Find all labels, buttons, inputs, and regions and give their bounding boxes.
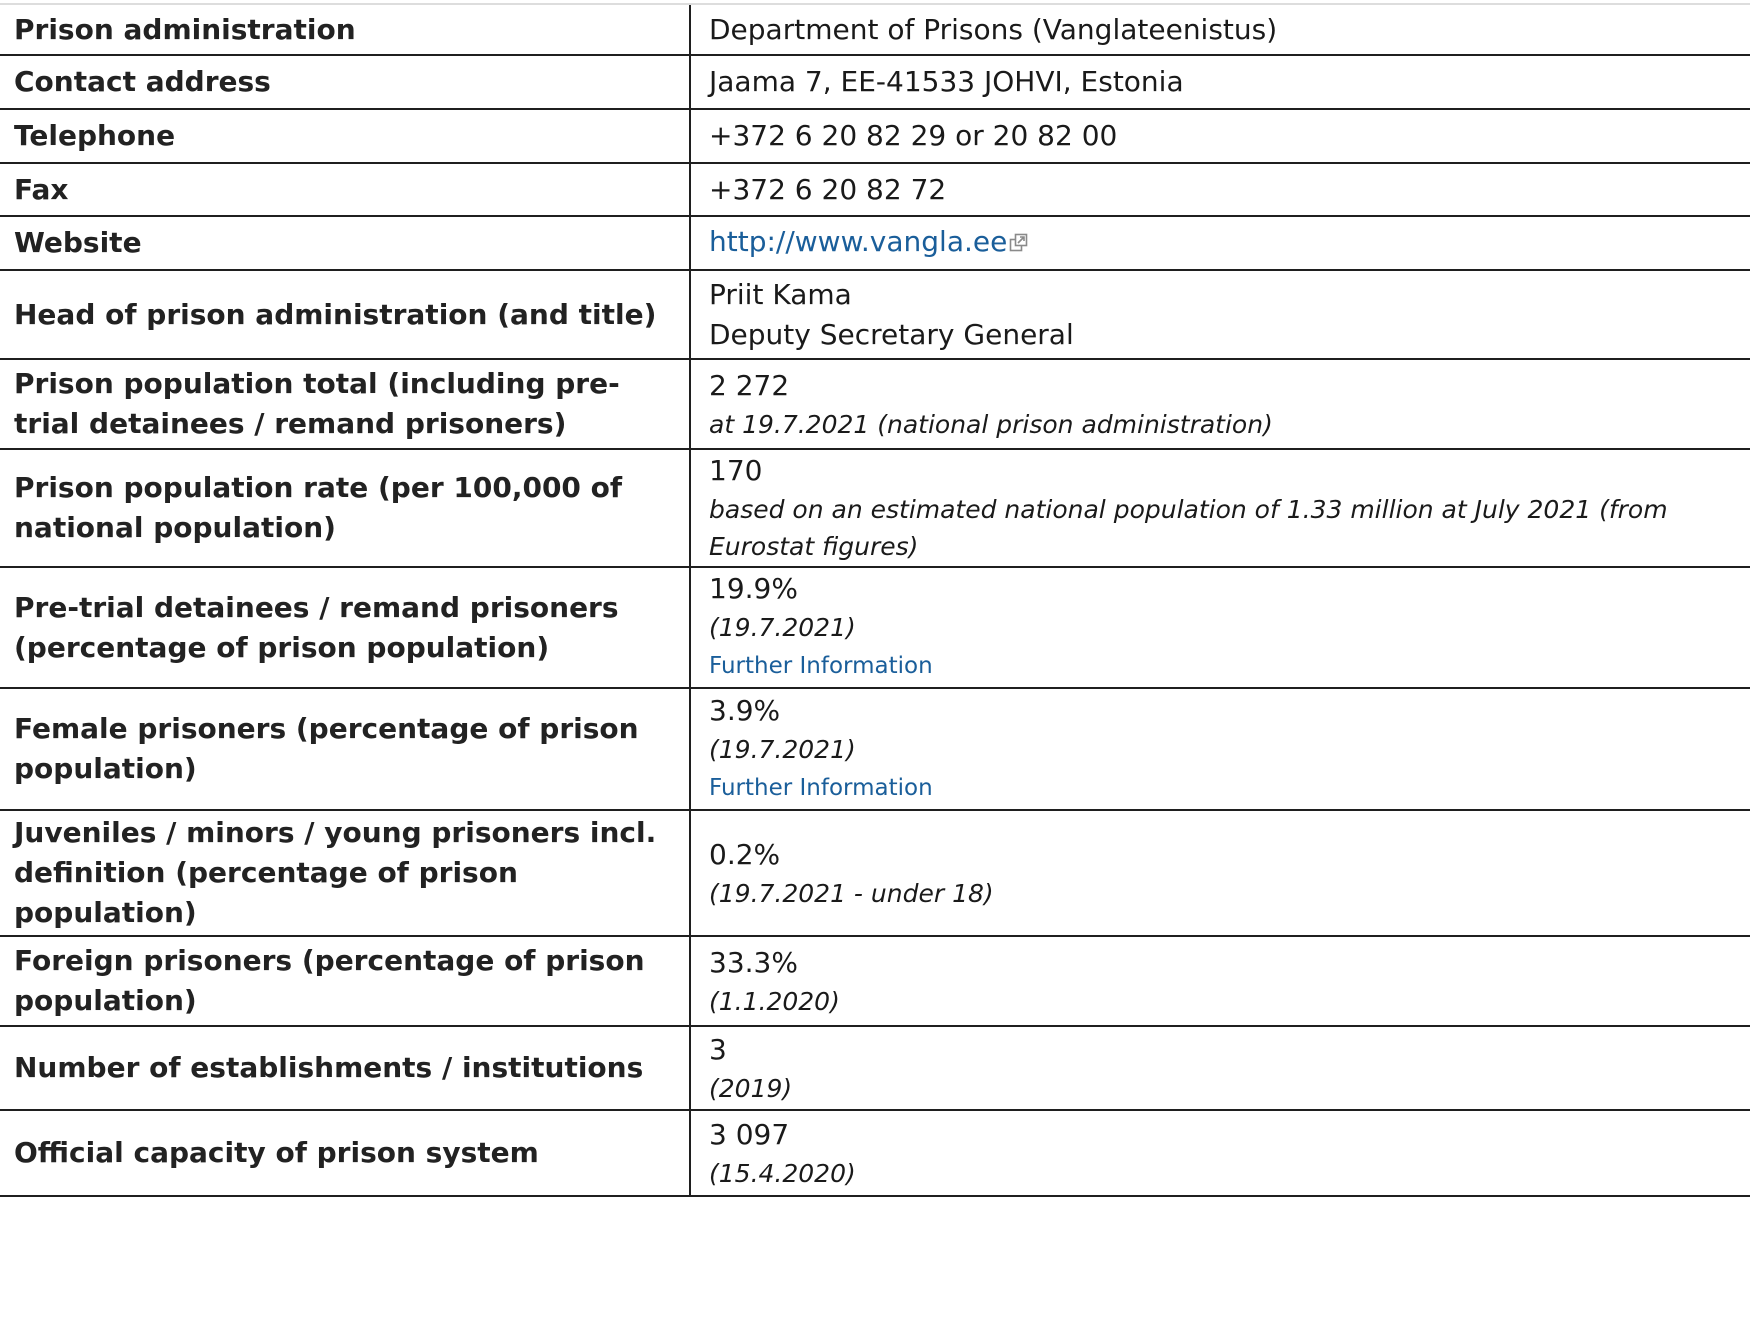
website-link[interactable]: http://www.vangla.ee [709, 225, 1008, 258]
value-note: at 19.7.2021 (national prison administration) [709, 409, 1273, 439]
row-label: Website [0, 216, 690, 270]
value-main: 3 097 [709, 1117, 790, 1151]
value-note: (15.4.2020) [709, 1158, 856, 1188]
value-main: 19.9% [709, 572, 798, 605]
row-label: Female prisoners (percentage of prison population) [0, 688, 690, 810]
table-row [0, 449, 1750, 567]
table-row [0, 163, 1750, 216]
row-label: Prison population rate (per 100,000 of national population) [0, 449, 690, 567]
value-note: (19.7.2021) [709, 734, 856, 764]
prison-info-table [0, 5, 1750, 1197]
value-note: (19.7.2021 - under 18) [709, 878, 994, 908]
table-row [0, 359, 1750, 449]
row-label: Number of establishments / institutions [0, 1026, 690, 1110]
row-label: Juveniles / minors / young prisoners incl. definition (percentage of prison population) [0, 810, 690, 936]
row-value [690, 359, 1750, 449]
row-value: +372 6 20 82 29 or 20 82 00 [690, 109, 1750, 163]
head-title: Deputy Secretary General [709, 317, 1074, 351]
table-row [0, 216, 1750, 270]
table-row [0, 1026, 1750, 1110]
row-value [690, 1110, 1750, 1196]
row-label: Telephone [0, 109, 690, 163]
table-row [0, 270, 1750, 359]
value-main: 170 [709, 454, 763, 487]
row-value [690, 1026, 1750, 1110]
row-label: Fax [0, 163, 690, 216]
row-label: Official capacity of prison system [0, 1110, 690, 1196]
table-row [0, 1110, 1750, 1196]
table-row [0, 55, 1750, 109]
row-label: Prison administration [0, 5, 690, 55]
head-name: Priit Kama [709, 277, 852, 311]
further-information-link[interactable]: Further Information [709, 653, 933, 679]
row-label: Prison population total (including pre-trial detainees / remand prisoners) [0, 359, 690, 449]
value-note: based on an estimated national population of 1.33 million at July 2021 (from Eurostat figures) [709, 495, 1668, 561]
value-main: 33.3% [709, 945, 798, 979]
row-label: Head of prison administration (and title) [0, 270, 690, 359]
table-row [0, 109, 1750, 163]
value-main: 2 272 [709, 368, 790, 402]
value-main: 3.9% [709, 693, 781, 727]
row-value [690, 567, 1750, 688]
row-value: Department of Prisons (Vanglateenistus) [690, 5, 1750, 55]
row-label: Pre-trial detainees / remand prisoners (percentage of prison population) [0, 567, 690, 688]
row-value: +372 6 20 82 72 [690, 163, 1750, 216]
value-note: (19.7.2021) [709, 613, 856, 642]
table-row [0, 567, 1750, 688]
row-value [690, 216, 1750, 270]
row-value [690, 936, 1750, 1026]
value-note: (2019) [709, 1073, 793, 1103]
value-main: 3 [709, 1032, 727, 1066]
row-value [690, 688, 1750, 810]
row-value [690, 270, 1750, 359]
table-row [0, 810, 1750, 936]
row-value: Jaama 7, EE-41533 JOHVI, Estonia [690, 55, 1750, 109]
table-row [0, 688, 1750, 810]
table-row [0, 936, 1750, 1026]
value-main: 0.2% [709, 837, 781, 871]
further-information-link[interactable]: Further Information [709, 774, 933, 801]
row-label: Contact address [0, 55, 690, 109]
row-value [690, 449, 1750, 567]
value-note: (1.1.2020) [709, 986, 840, 1016]
external-link-icon[interactable] [1009, 224, 1029, 264]
row-value [690, 810, 1750, 936]
row-label: Foreign prisoners (percentage of prison population) [0, 936, 690, 1026]
table-row [0, 5, 1750, 55]
